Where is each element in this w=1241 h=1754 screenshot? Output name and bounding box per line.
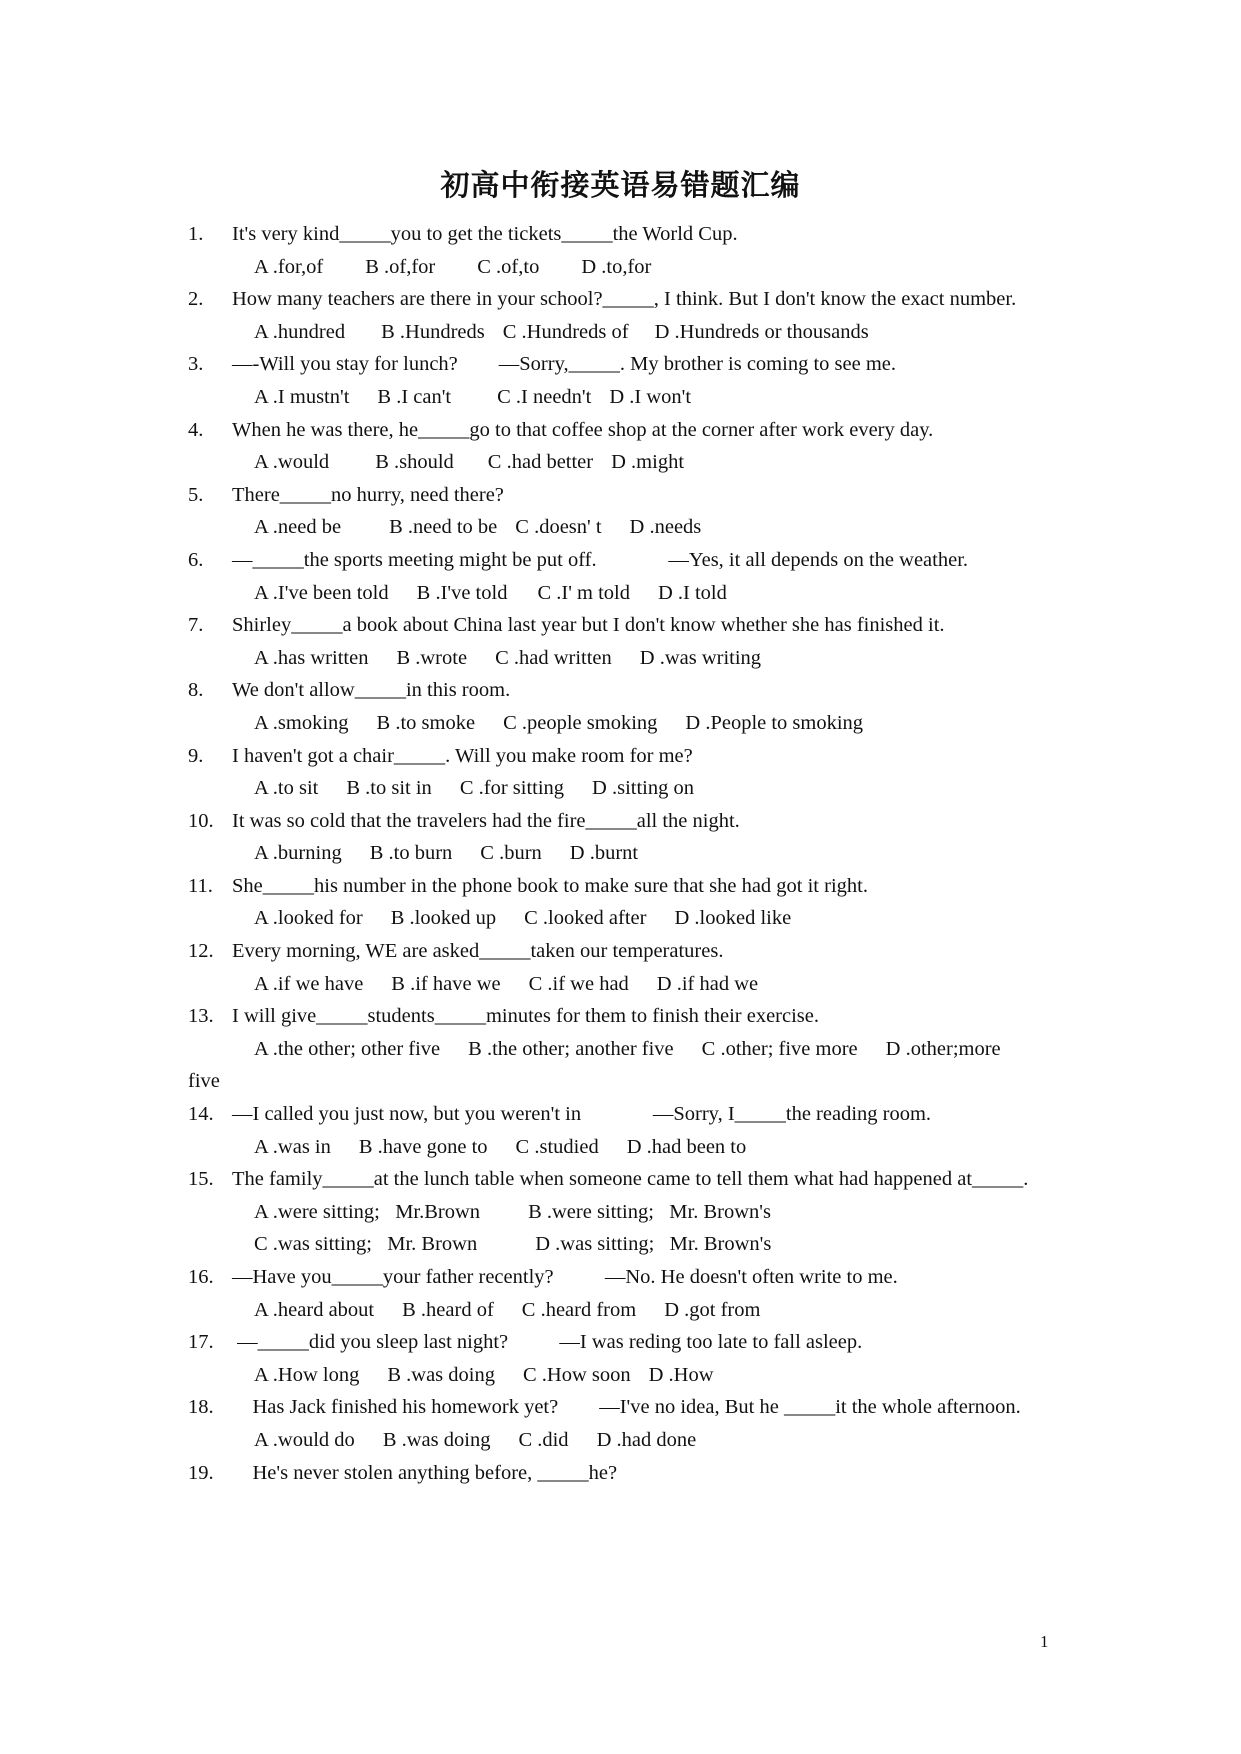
question-number: 13. <box>188 1005 214 1028</box>
question-stem: We don't allow_____in this room. <box>232 679 511 702</box>
question-number: 14. <box>188 1103 214 1126</box>
question-item <box>188 1163 1058 1261</box>
answer-option: D .was writing <box>639 646 762 669</box>
question-stem: —Have you_____your father recently? —No. He doesn't often write to me. <box>232 1266 898 1288</box>
answer-options <box>254 1196 1058 1229</box>
question-number: 11. <box>188 874 213 897</box>
answer-options <box>254 316 1058 349</box>
question-item <box>188 1261 1058 1326</box>
question-item <box>188 1391 1058 1456</box>
question-item <box>188 1098 1058 1163</box>
answer-option: B .I can't <box>377 385 452 408</box>
question-stem: She_____his number in the phone book to make sure that she had got it right. <box>232 874 868 897</box>
question-number: 3. <box>188 353 204 376</box>
answer-option-overflow: five <box>188 1070 220 1093</box>
answer-option: A .was in <box>254 1135 331 1158</box>
answer-option: D .got from <box>664 1298 761 1321</box>
answer-option: C .had better <box>487 451 594 474</box>
question-item <box>188 1457 1058 1490</box>
question-number: 5. <box>188 483 204 506</box>
question-stem: —_____the sports meeting might be put off. —Yes, it all depends on the weather. <box>232 548 969 571</box>
answer-option: A .if we have <box>254 972 364 995</box>
answer-option: B .I've told <box>416 581 508 604</box>
answer-option: D .looked like <box>674 907 792 930</box>
question-list <box>188 218 1058 1489</box>
question-item <box>188 283 1058 348</box>
answer-option: B .of,for <box>365 255 436 278</box>
answer-options <box>254 1359 1058 1392</box>
answer-option: C .other; five more <box>701 1037 858 1060</box>
answer-options <box>254 902 1058 935</box>
question-number: 8. <box>188 679 204 702</box>
answer-option: A .burning <box>254 842 342 865</box>
answer-option: B .was doing <box>387 1363 495 1386</box>
answer-option: C .I needn't <box>497 385 592 408</box>
question-stem: Has Jack finished his homework yet? —I've no idea, But he _____it the whole afternoon. <box>232 1396 1021 1419</box>
answer-option: C .did <box>518 1428 569 1451</box>
question-number: 12. <box>188 940 214 963</box>
question-stem: I haven't got a chair_____. Will you make room for me? <box>232 744 693 767</box>
answer-option: D .sitting on <box>592 777 694 800</box>
answer-option: A .heard about <box>254 1298 375 1321</box>
answer-option: B .to smoke <box>376 711 476 734</box>
answer-option: C .people smoking <box>503 711 658 734</box>
answer-option: C .How soon <box>522 1363 631 1386</box>
answer-option: D .How <box>648 1363 714 1386</box>
answer-option: A .to sit <box>254 777 319 800</box>
answer-option: A .would do <box>254 1428 355 1451</box>
question-stem: How many teachers are there in your school?_____, I think. But I don't know the exact number. <box>232 288 1017 311</box>
answer-option: C .I' m told <box>537 581 630 604</box>
answer-option: D .Hundreds or thousands <box>654 320 869 343</box>
answer-option: C .had written <box>495 646 612 669</box>
question-number: 18. <box>188 1396 214 1419</box>
answer-option: C .studied <box>515 1135 599 1158</box>
question-item <box>188 414 1058 479</box>
answer-option: B .should <box>375 451 454 474</box>
question-stem: I will give_____students_____minutes for them to finish their exercise. <box>232 1005 819 1028</box>
question-item <box>188 348 1058 413</box>
question-stem: Every morning, WE are asked_____taken our temperatures. <box>232 940 724 963</box>
answer-option: C .Hundreds of <box>502 320 629 343</box>
answer-option: D .I won't <box>609 385 692 408</box>
answer-option: B .have gone to <box>358 1135 488 1158</box>
answer-option: C .of,to <box>477 255 540 278</box>
question-number: 19. <box>188 1461 214 1484</box>
answer-options <box>254 1294 1058 1327</box>
answer-option: C .heard from <box>521 1298 637 1321</box>
question-number: 10. <box>188 809 214 832</box>
question-number: 16. <box>188 1266 214 1288</box>
answer-option: B .need to be <box>389 516 498 539</box>
answer-option: A .I've been told <box>254 581 389 604</box>
answer-option: D .had been to <box>626 1135 747 1158</box>
question-stem: The family_____at the lunch table when someone came to tell them what had happened at_____. <box>232 1168 1029 1191</box>
answer-option: D .needs <box>629 516 702 539</box>
answer-option: B .heard of <box>402 1298 494 1321</box>
answer-options <box>254 968 1058 1001</box>
answer-option: A .looked for <box>254 907 363 930</box>
answer-option: B .to burn <box>369 842 453 865</box>
answer-options <box>254 1033 1058 1066</box>
answer-options <box>254 1131 1058 1164</box>
question-stem: —_____did you sleep last night? —I was reding too late to fall asleep. <box>232 1331 863 1354</box>
question-item <box>188 805 1058 870</box>
answer-options <box>254 707 1058 740</box>
answer-option: B .was doing <box>382 1428 491 1451</box>
question-item <box>188 935 1058 1000</box>
question-stem: —I called you just now, but you weren't in —Sorry, I_____the reading room. <box>232 1103 932 1126</box>
answer-option: A .How long <box>254 1363 360 1386</box>
answer-option: A .I mustn't <box>254 385 350 408</box>
answer-option: D .People to smoking <box>685 711 864 734</box>
question-number: 7. <box>188 614 204 637</box>
question-number: 15. <box>188 1168 214 1191</box>
answer-option: B .looked up <box>390 907 497 930</box>
question-item <box>188 609 1058 674</box>
answer-options <box>254 772 1058 805</box>
answer-options <box>254 577 1058 610</box>
question-stem: There_____no hurry, need there? <box>232 483 504 506</box>
question-item <box>188 1000 1058 1098</box>
question-number: 4. <box>188 418 204 441</box>
answer-option: A .were sitting; Mr.Brown <box>254 1200 481 1223</box>
answer-options <box>254 1228 1058 1261</box>
answer-option: C .if we had <box>528 972 629 995</box>
question-stem: He's never stolen anything before, _____he? <box>232 1461 618 1484</box>
answer-option: D .was sitting; Mr. Brown's <box>535 1233 772 1256</box>
question-item <box>188 674 1058 739</box>
question-number: 2. <box>188 288 204 311</box>
answer-options <box>254 381 1058 414</box>
question-item <box>188 740 1058 805</box>
question-item <box>188 870 1058 935</box>
answer-option: D .had done <box>596 1428 697 1451</box>
answer-option: B .Hundreds <box>381 320 485 343</box>
answer-options <box>254 511 1058 544</box>
answer-option: D .burnt <box>569 842 639 865</box>
answer-options <box>254 446 1058 479</box>
answer-option: D .I told <box>657 581 727 604</box>
answer-option: C .for sitting <box>459 777 565 800</box>
answer-options <box>254 642 1058 675</box>
answer-option: A .would <box>254 451 330 474</box>
answer-option: D .other;more <box>885 1037 1001 1060</box>
answer-option: C .doesn' t <box>515 516 602 539</box>
question-stem: Shirley_____a book about China last year but I don't know whether she has finished it. <box>232 614 945 637</box>
answer-option: D .might <box>611 451 685 474</box>
question-stem: It's very kind_____you to get the tickets_____the World Cup. <box>232 223 738 245</box>
answer-options <box>254 251 1058 284</box>
answer-option: C .looked after <box>524 907 647 930</box>
answer-option: A .has written <box>254 646 369 669</box>
question-item <box>188 544 1058 609</box>
answer-option: A .need be <box>254 516 342 539</box>
question-stem: —-Will you stay for lunch? —Sorry,_____. My brother is coming to see me. <box>232 353 896 376</box>
question-stem: It was so cold that the travelers had the fire_____all the night. <box>232 809 740 832</box>
answer-option: B .were sitting; Mr. Brown's <box>528 1200 771 1223</box>
page-title: 初高中衔接英语易错题汇编 <box>440 168 801 202</box>
question-number: 1. <box>188 223 204 245</box>
answer-options <box>254 837 1058 870</box>
answer-option: B .wrote <box>396 646 468 669</box>
answer-option: D .to,for <box>581 255 652 278</box>
answer-option: C .was sitting; Mr. Brown <box>254 1233 478 1256</box>
question-item <box>188 218 1058 283</box>
answer-option: D .if had we <box>656 972 759 995</box>
question-item <box>188 479 1058 544</box>
answer-option: A .smoking <box>254 711 349 734</box>
question-number: 6. <box>188 548 204 571</box>
question-number: 9. <box>188 744 204 767</box>
question-number: 17. <box>188 1331 214 1354</box>
answer-option: A .hundred <box>254 320 346 343</box>
answer-option: A .for,of <box>254 255 324 278</box>
answer-options <box>254 1424 1058 1457</box>
page-number: 1 <box>1040 1632 1049 1651</box>
answer-option: C .burn <box>480 842 542 865</box>
answer-option: B .if have we <box>391 972 501 995</box>
question-stem: When he was there, he_____go to that coffee shop at the corner after work every day. <box>232 418 934 441</box>
answer-option: B .the other; another five <box>468 1037 674 1060</box>
answer-option: A .the other; other five <box>254 1037 441 1060</box>
answer-option: B .to sit in <box>346 777 432 800</box>
question-item <box>188 1326 1058 1391</box>
